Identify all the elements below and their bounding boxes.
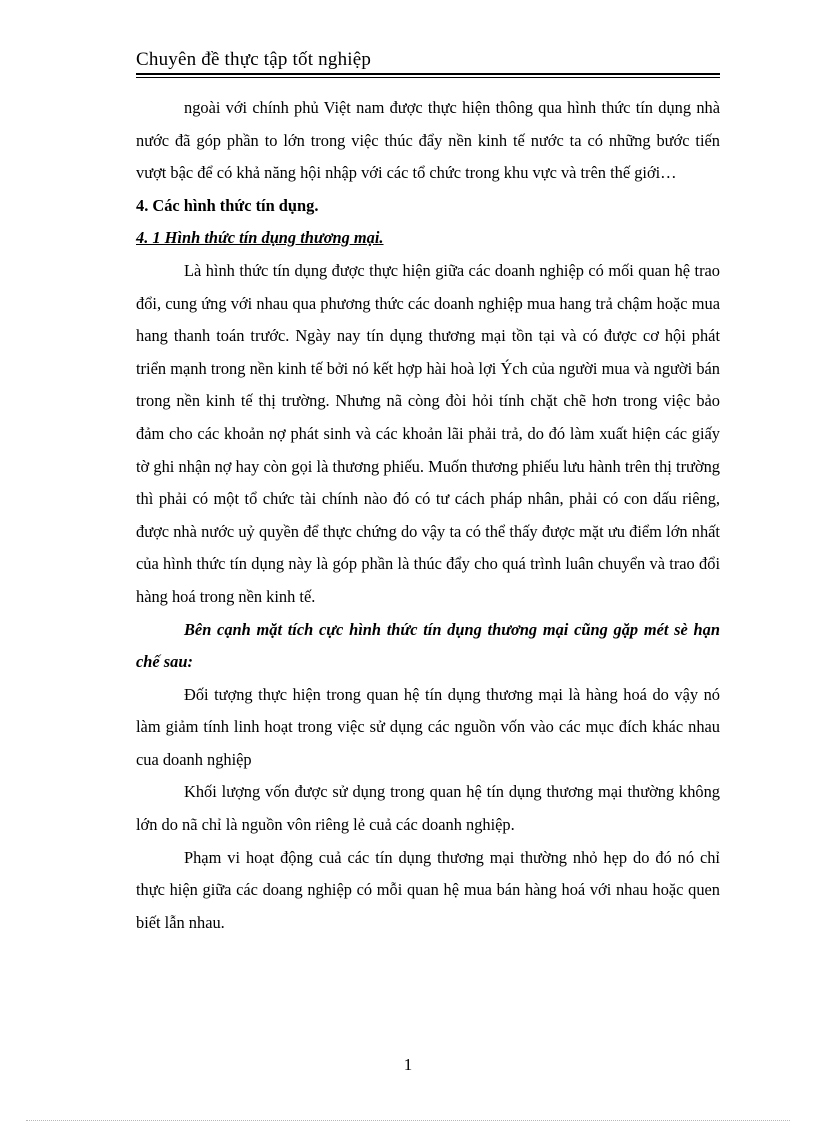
header-title: Chuyên đề thực tập tốt nghiệp: [136, 49, 372, 70]
paragraph-limitation-2: Khối lượng vốn được sử dụng trong quan hệ tín dụng thương mại thường không lớn do nã chỉ là nguồn vôn riêng lẻ cuả các doanh nghiệp.: [136, 782, 720, 835]
header-rule-thin: [136, 77, 720, 78]
page-bottom-border: [26, 1120, 790, 1121]
page-header: [136, 48, 720, 72]
header-rule-thick: [136, 73, 720, 75]
section-heading: 4. Các hình thức tín dụng.: [136, 195, 319, 215]
subsection-heading: 4. 1 Hình thức tín dụng thương mại.: [136, 228, 384, 248]
page-number: 1: [403, 1055, 413, 1074]
paragraph-commercial-credit: Là hình thức tín dụng được thực hiện giữa các doanh nghiệp có mối quan hệ trao đổi, cung ứng với nhau qua phương thức các doanh nghiệp mua hang trả chậm hoặc mua hang thanh toán trước. Ngày nay tín dụng thương mại tồn tại và có được cơ hội phát triển mạnh trong nền kinh tế bởi nó kết hợp hài hoà lợi Ých của người mua và người bán trong nền kinh tế thị trường. Nhưng nã còng đòi hỏi tính chặt chẽ hơn trong việc bảo đảm cho các khoản nợ phát sinh và các khoản lãi phải trả, do đó làm xuất hiện các giấy tờ ghi nhận nợ hay còn gọi là thương phiếu. Muốn thương phiếu lưu hành trên thị trường thì phải có một tổ chức tài chính nào đó có tư cách pháp nhân, phải có con dấu riêng, được nhà nước uỷ quyền để thực chứng do vậy ta có thể thấy được mặt ưu điểm lớn nhất của hình thức tín dụng này là góp phần là thúc đẩy cho quá trình luân chuyển và trao đổi hàng hoá trong nền kinh tế.: [136, 260, 720, 606]
intro-paragraph: ngoài với chính phủ Việt nam được thực hiện thông qua hình thức tín dụng nhà nước đã góp phần to lớn trong việc thúc đẩy nền kinh tế nước ta có những bước tiến vượt bậc để có khả năng hội nhập với các tổ chức trong khu vực và trên thế giới…: [136, 98, 720, 183]
paragraph-limitation-1: Đối tượng thực hiện trong quan hệ tín dụng thương mại là hàng hoá do vậy nó làm giảm tính linh hoạt trong việc sử dụng các nguồn vốn vào các mục đích khác nhau cua doanh nghiệp: [136, 684, 720, 769]
document-body: [136, 92, 720, 939]
paragraph-limitation-3: Phạm vi hoạt động cuả các tín dụng thương mại thường nhỏ hẹp do đó nó chỉ thực hiện giữa các doang nghiệp có mỗi quan hệ mua bán hàng hoá với nhau hoặc quen biết lẫn nhau.: [136, 847, 720, 932]
emphasis-paragraph: Bên cạnh mặt tích cực hình thức tín dụng thương mại cũng gặp mét sè hạn chế sau:: [136, 619, 720, 672]
